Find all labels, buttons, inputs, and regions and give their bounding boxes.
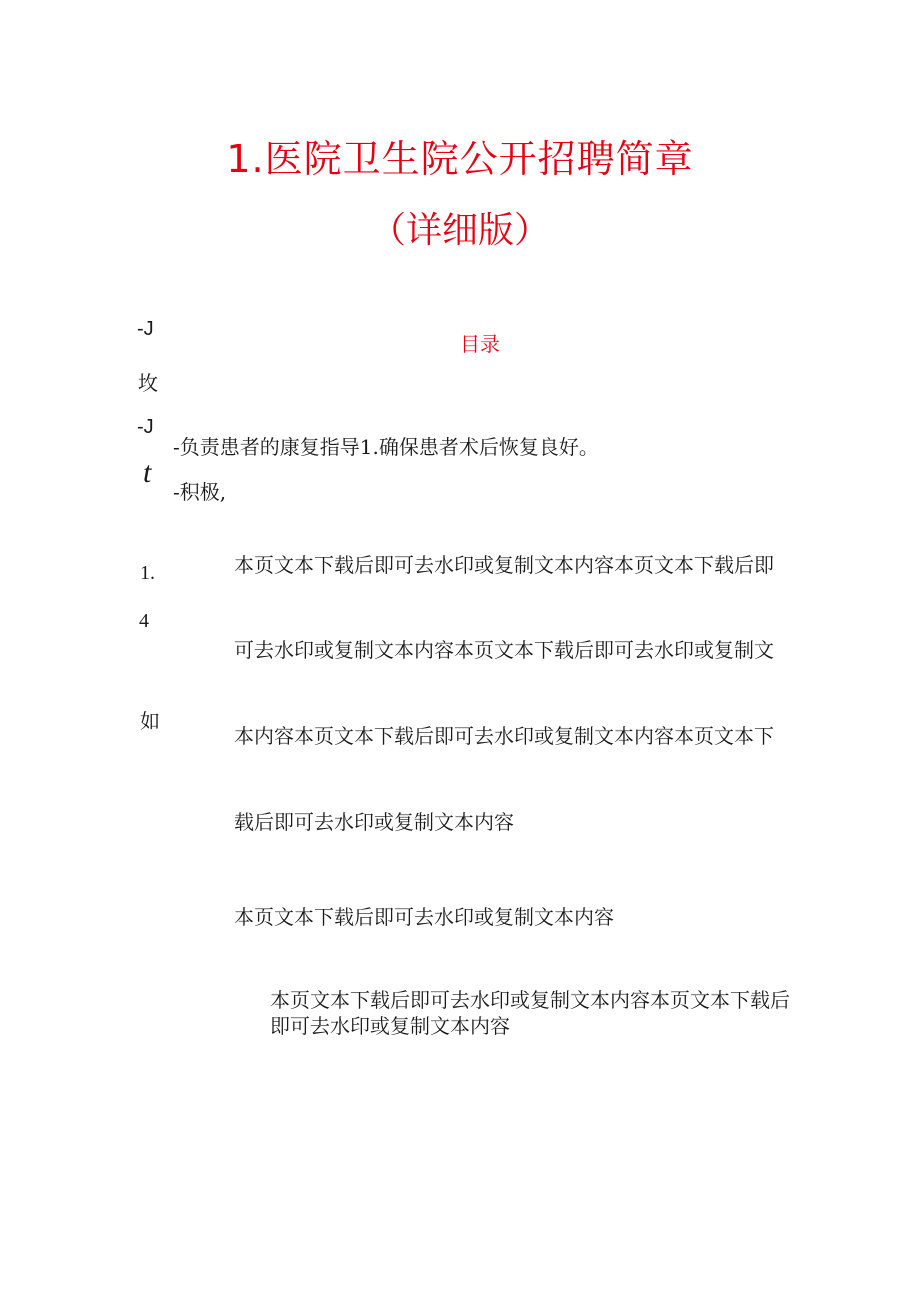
paragraph-line: 本内容本页文本下载后即可去水印或复制文本内容本页文本下 — [234, 724, 774, 748]
margin-mark: 坆 — [138, 371, 158, 395]
margin-mark: -J — [137, 416, 154, 438]
paragraph-line: 载后即可去水印或复制文本内容 — [234, 810, 514, 834]
document-subtitle: （详细版） — [369, 210, 550, 251]
margin-mark: 4 — [139, 610, 149, 632]
paragraph-line: 本页文本下载后即可去水印或复制文本内容本页文本下载后即 — [234, 553, 774, 577]
margin-mark: -J — [137, 318, 154, 340]
margin-mark: t — [143, 456, 152, 489]
final-paragraph: 本页文本下载后即可去水印或复制文本内容本页文本下载后即可去水印或复制文本内容 — [270, 988, 790, 1038]
paragraph-line: 可去水印或复制文本内容本页文本下载后即可去水印或复制文 — [234, 638, 774, 662]
document-title: 1.医院卫生院公开招聘简章 — [226, 137, 694, 181]
margin-mark: 如 — [140, 709, 160, 733]
table-of-contents-label: 目录 — [460, 332, 500, 356]
bullet-item: -负责患者的康复指导1.确保患者术后恢复良好。 — [173, 435, 599, 459]
margin-mark: 1. — [140, 562, 155, 584]
paragraph-line: 本页文本下载后即可去水印或复制文本内容 — [234, 905, 614, 929]
bullet-item: -积极, — [173, 480, 227, 504]
